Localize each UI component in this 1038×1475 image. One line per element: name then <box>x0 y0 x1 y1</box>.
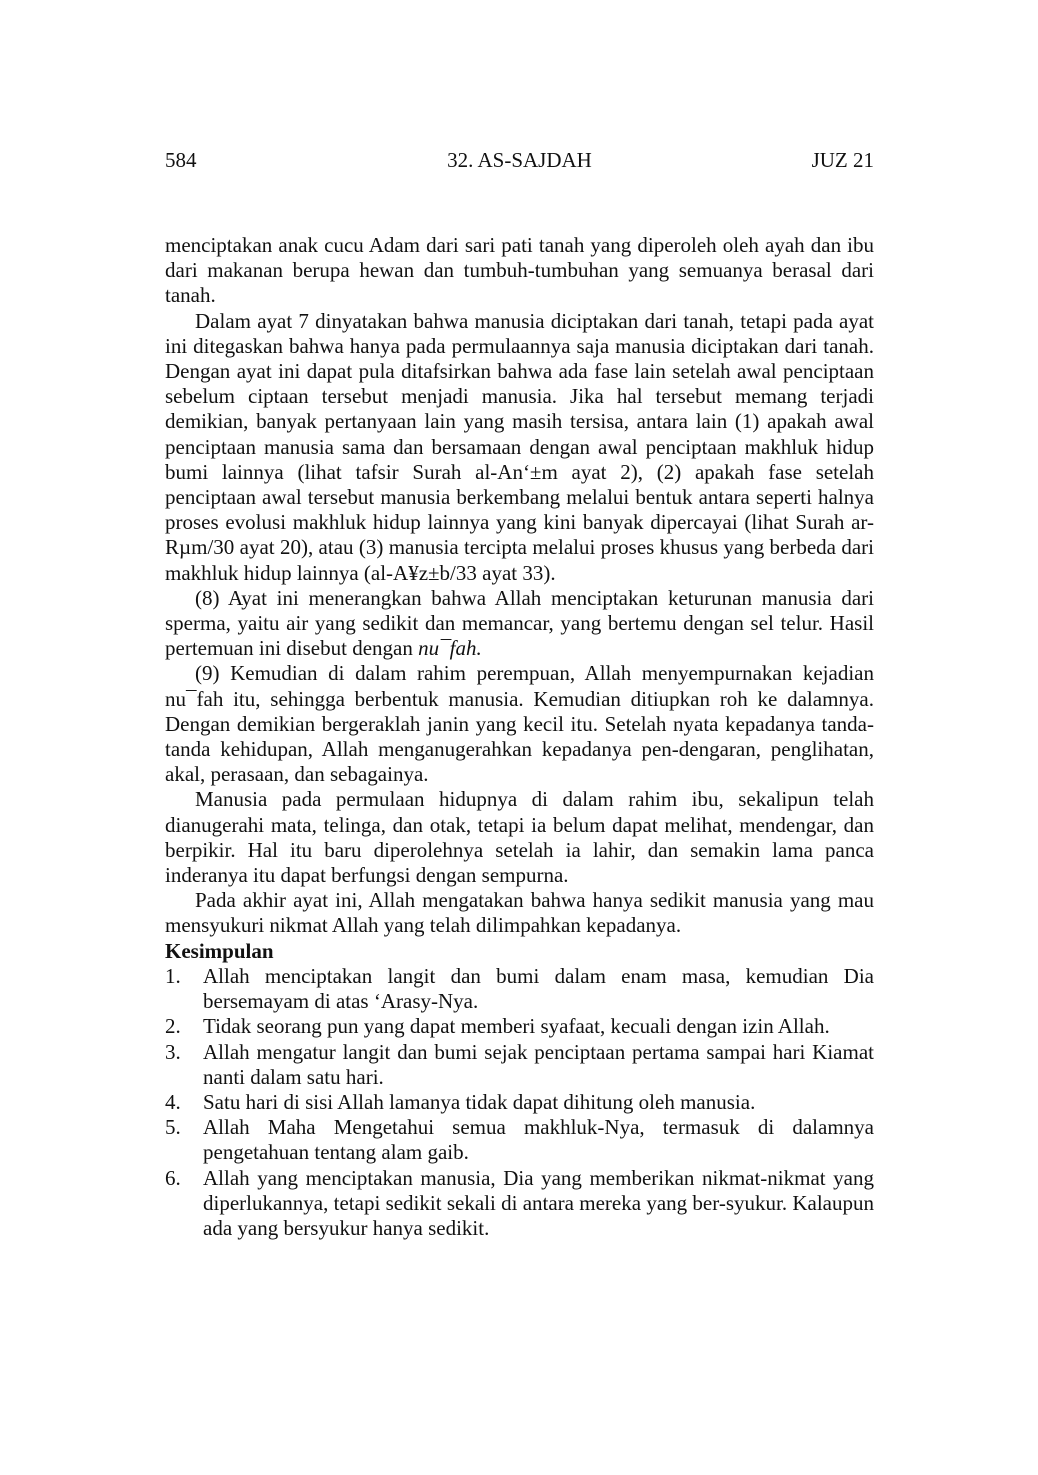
list-item-number: 1. <box>165 963 181 988</box>
list-item <box>165 1040 874 1090</box>
list-item <box>165 1090 874 1115</box>
list-item-text: Satu hari di sisi Allah lamanya tidak dapat dihitung oleh manusia. <box>203 1089 756 1114</box>
list-item <box>165 964 874 1014</box>
list-item-text: Allah Maha Mengetahui semua makhluk-Nya, termasuk di dalamnya pengetahuan tentang alam gaib. <box>203 1115 874 1165</box>
list-item-text: Allah yang menciptakan manusia, Dia yang memberikan nikmat-nikmat yang diperlukannya, tetapi sedikit sekali di antara mereka yang ber-syukur. Kalaupun ada yang bersyukur hanya sedikit. <box>203 1165 874 1240</box>
list-item <box>165 1166 874 1242</box>
list-item-number: 5. <box>165 1115 181 1140</box>
surah-title: 32. AS-SAJDAH <box>447 148 592 172</box>
paragraph-creation-phases: Dalam ayat 7 dinyatakan bahwa manusia diciptakan dari tanah, tetapi pada ayat ini ditegaskan bahwa hanya pada permulaannya saja manusia diciptakan dari tanah. Dengan ayat ini dapat pula ditafsirkan bahwa ada fase lain setelah awal penciptaan sebelum ciptaan tersebut menjadi manusia. Jika hal tersebut memang terjadi demikian, banyak pertanyaan lain yang masih tersisa, antara lain (1) apakah awal penciptaan manusia sama dan bersamaan dengan awal penciptaan makhluk hidup bumi lainnya (lihat tafsir Surah al-An‘±m ayat 2), (2) apakah fase setelah penciptaan awal tersebut manusia berkembang melalui bentuk antara seperti halnya proses evolusi makhluk hidup lainnya yang kini banyak dipercayai (lihat Surah ar-Rµm/30 ayat 20), atau (3) manusia tercipta melalui proses khusus yang berbeda dari makhluk hidup lainnya (al-A¥z±b/33 ayat 33). <box>165 308 874 585</box>
juz-label: JUZ 21 <box>811 148 874 172</box>
list-item <box>165 1115 874 1165</box>
conclusion-list <box>165 964 874 1241</box>
list-item-text: Tidak seorang pun yang dapat memberi syafaat, kecuali dengan izin Allah. <box>203 1014 830 1039</box>
page-number: 584 <box>165 148 197 172</box>
paragraph-verse-8 <box>165 586 874 662</box>
conclusion-heading: Kesimpulan <box>165 938 274 963</box>
list-item-text: Allah menciptakan langit dan bumi dalam enam masa, kemudian Dia bersemayam di atas ‘Arasy-Nya. <box>203 963 874 1014</box>
page-body <box>165 233 874 1241</box>
list-item-number: 3. <box>165 1039 181 1064</box>
list-item-number: 6. <box>165 1165 181 1190</box>
paragraph-gratitude: Pada akhir ayat ini, Allah mengatakan bahwa hanya sedikit manusia yang mau mensyukuri nikmat Allah yang telah dilimpahkan kepadanya. <box>165 888 874 938</box>
list-item-number: 2. <box>165 1014 181 1039</box>
paragraph-verse-9: (9) Kemudian di dalam rahim perempuan, Allah menyempurnakan kejadian nu¯fah itu, sehingga berbentuk manusia. Kemudian ditiupkan roh ke dalamnya. Dengan demikian bergeraklah janin yang kecil itu. Setelah nyata kepadanya tanda-tanda kehidupan, Allah menganugerahkan kepadanya pen-dengaran, penglihatan, akal, perasaan, dan sebagainya. <box>165 661 874 787</box>
nutfah-term: nu¯fah. <box>418 636 482 661</box>
list-item-number: 4. <box>165 1089 181 1114</box>
paragraph-senses: Manusia pada permulaan hidupnya di dalam rahim ibu, sekalipun telah dianugerahi mata, telinga, dan otak, tetapi ia belum dapat melihat, mendengar, dan berpikir. Hal itu baru diperolehnya setelah ia lahir, dan semakin lama panca inderanya itu dapat berfungsi dengan sempurna. <box>165 787 874 888</box>
running-header <box>165 146 874 174</box>
paragraph-continuation: menciptakan anak cucu Adam dari sari pati tanah yang diperoleh oleh ayah dan ibu dari makanan berupa hewan dan tumbuh-tumbuhan yang semuanya berasal dari tanah. <box>165 233 874 308</box>
verse-8-text: (8) Ayat ini menerangkan bahwa Allah menciptakan keturunan manusia dari sperma, yaitu air yang sedikit dan memancar, yang bertemu dengan sel telur. Hasil pertemuan ini disebut dengan <box>165 585 874 661</box>
list-item-text: Allah mengatur langit dan bumi sejak penciptaan pertama sampai hari Kiamat nanti dalam satu hari. <box>203 1039 874 1089</box>
list-item <box>165 1014 874 1039</box>
